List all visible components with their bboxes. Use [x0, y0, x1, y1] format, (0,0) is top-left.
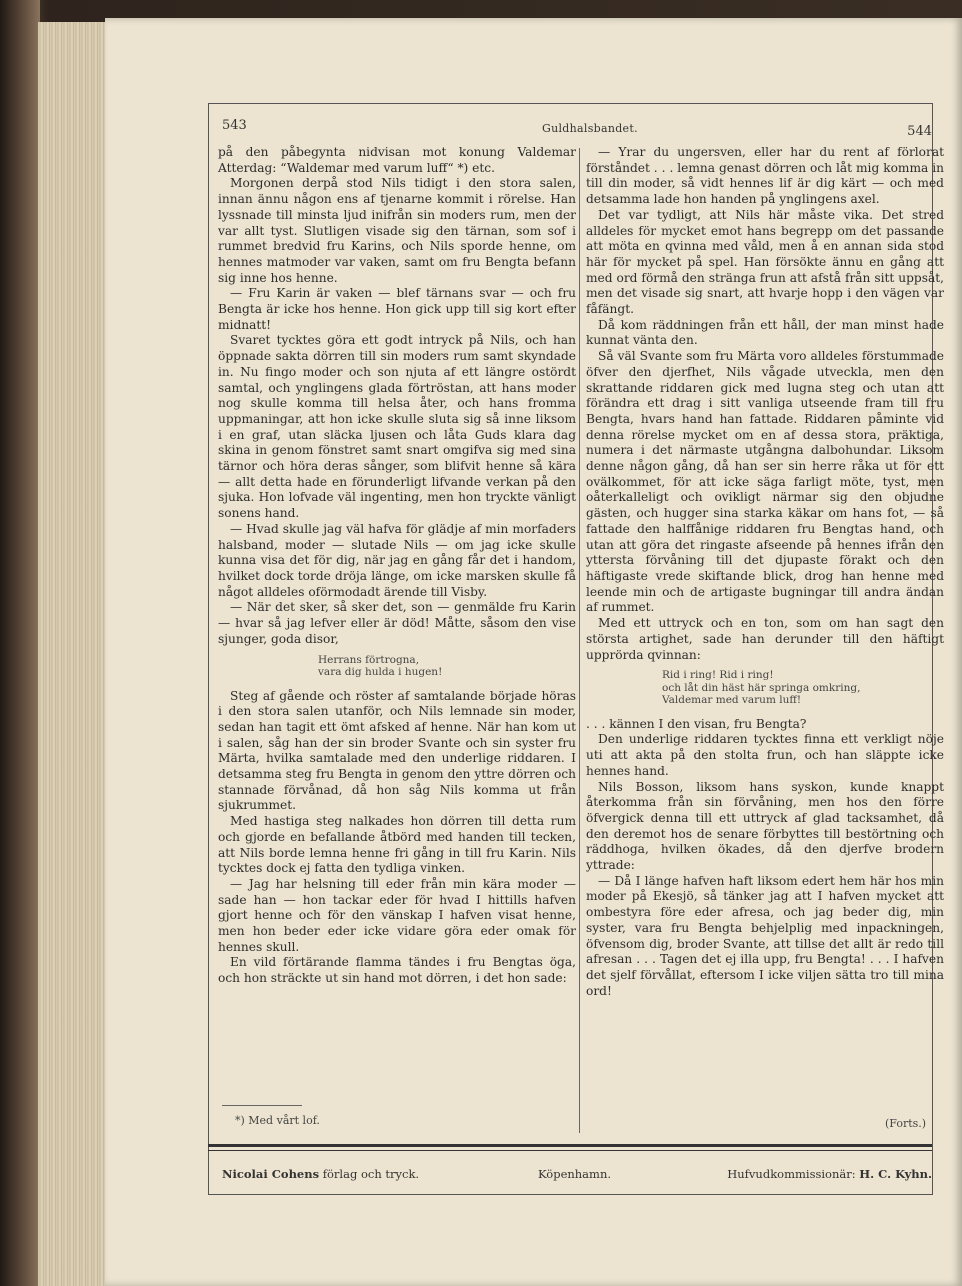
paragraph: Då kom räddningen från ett håll, der man minst hade kunnat vänta den. [586, 317, 944, 348]
paragraph: på den påbegynta nidvisan mot konung Valdemar Atterdag: “Waldemar med varum luff“ *) etc. [218, 145, 576, 175]
commission [727, 1167, 932, 1181]
verse-line: Valdemar med varum luff! [662, 694, 802, 707]
verse-line: och låt din häst här springa omkring, [662, 681, 861, 694]
verse-line: Herrans förtrogna, [318, 653, 420, 666]
imprint-footer [222, 1167, 932, 1187]
paragraph: . . . kännen I den visan, fru Bengta? [586, 716, 807, 731]
footer-rule-thick [208, 1144, 932, 1147]
publisher [222, 1167, 419, 1181]
paragraph: — Fru Karin är vaken — blef tärnans svar — och fru Bengta är icke hos henne. Hon gick upp till sig kort efter midnatt! [218, 286, 576, 332]
paragraph: — Hvad skulle jag väl hafva för glädje af min morfaders halsband, moder — slutade Nils — om jag icke skulle kunna visa det för dig, när jag en gång får det i handom, hvilket dock torde dröja länge, om icke marsken skulle få något alldeles oförmodadt ärende till Visby. [218, 521, 576, 599]
commission-name: H. C. Kyhn. [859, 1167, 932, 1181]
paragraph: Svaret tycktes göra ett godt intryck på Nils, och han öppnade sakta dörren till sin moders rum samt skyndade in. Nu fingo moder och son njuta af ett längre ostördt samtal, och ynglingens glada förtröstan, att hans moder nog skulle komma till helsa åter, och hans fromma uppmaningar, att hon icke skulle sluta sig så inne liksom i en graf, utan släcka ljusen och låta Guds klara dag skina in genom fönstret samt snart omgifva sig med sina tärnor och höra deras sånger, som blifvit henne så kära — allt detta hade en förunderligt lifvande verkan på den sjuka. Hon lofvade väl ingenting, men hon tryckte vänligt sonens hand. [218, 333, 576, 521]
page-number-left: 543 [222, 118, 247, 133]
footer-rule-thin [208, 1150, 932, 1151]
paragraph: Med hastiga steg nalkades hon dörren till detta rum och gjorde en befallande åtbörd med handen till tecken, att Nils borde lemna henne fri gång in till fru Karin. Nils tycktes dock ej fatta den tydliga vinken. [218, 814, 576, 876]
publisher-rest: förlag och tryck. [322, 1167, 420, 1181]
page-number-right: 544 [907, 124, 932, 139]
paragraph: — Jag har helsning till eder från min kära moder — sade han — hon tackar eder för hvad I hittills hafven gjort henne och för den vänskap I hafven visat henne, men hon beder eder icke vidare göra eder omak för hennes skull. [218, 876, 576, 954]
commission-label: Hufvudkommissionär: [727, 1167, 856, 1181]
paragraph: Nils Bosson, liksom hans syskon, kunde knappt återkomma från sin förvåning, men hos den förre öfvergick denna till ett uttryck af glad tacksamhet, då den deremot hos de senare förbyttes till bestörtning och räddhoga, hvilken ökades, då den djerfve brodern yttrade: [586, 779, 944, 873]
left-column [218, 145, 576, 987]
continued-label: (Forts.) [885, 1117, 927, 1130]
running-header [222, 118, 932, 140]
paragraph: — När det sker, så sker det, son — genmälde fru Karin — hvar så jag lefver eller är död! Måtte, såsom den vise sjunger, goda disor, [218, 600, 576, 646]
column-divider [579, 148, 580, 1133]
city: Köpenhamn. [538, 1167, 612, 1181]
paragraph: Med ett uttryck och en ton, som om han sagt den största artighet, sade han derunder till den häftigt upprörda qvinnan: [586, 616, 944, 662]
paragraph: Den underlige riddaren tycktes finna ett verkligt nöje uti att akta på den stolta frun, och han släppte icke hennes hand. [586, 732, 944, 778]
paragraph: — Yrar du ungersven, eller har du rent af förlorat förståndet . . . lemna genast dörren och låt mig komma in till din moder, så vidt hennes lif är dig kärt — och med detsamma lade hon handen på ynglingens axel. [586, 145, 944, 207]
running-title: Guldhalsbandet. [542, 122, 638, 135]
verse-quote [662, 669, 944, 707]
footnote: *) Med vårt lof. [235, 1114, 320, 1127]
paragraph: Det var tydligt, att Nils här måste vika. Det stred alldeles för mycket emot hans begrepp om det passande att möta en qvinna med våld, men å en annan sida stod här för mycket på spel. Han försökte ännu en gång att med ord förmå den stränga frun att afstå från sitt uppsåt, men det visade sig snart, att hvarje hopp i den vägen var fåfängt. [586, 207, 944, 317]
paragraph: — Då I länge hafven haft liksom edert hem här hos min moder på Ekesjö, så tänker jag att I hafven mycket att ombestyra före eder afresa, och jag beder dig, min syster, vara fru Bengta behjelplig med inpackningen, öfvensom dig, broder Svante, att tillse det allt är redo till afresan . . . Tagen det ej illa upp, fru Bengta! . . . I hafven det sjelf förvållat, eftersom I icke viljen sätta tro till mina ord! [586, 873, 944, 998]
publisher-name: Nicolai Cohens [222, 1167, 320, 1181]
paragraph: Morgonen derpå stod Nils tidigt i den stora salen, innan ännu någon ens af tjenarne kommit i rörelse. Han lyssnade till minsta ljud inifrån sin moders rum, men der var allt tyst. Slutligen visade sig den tärnan, som sof i rummet bredvid fru Karins, och Nils sporde henne, om hennes matmoder var vaken, samt om fru Bengta befann sig inne hos henne. [218, 176, 576, 285]
verse-line: Rid i ring! Rid i ring! [662, 669, 774, 682]
paragraph: Så väl Svante som fru Märta voro alldeles förstummade öfver den djerfhet, Nils vågade utveckla, men den skrattande riddaren gick med lugna steg och utan att förändra ett drag i sitt vanliga utseende fram till fru Bengta, hvars hand han fattade. Riddaren påminte vid denna rörelse mycket om en af dessa stora, präktiga, numera i det närmaste utgångna dalbohundar. Liksom denne någon gång, då han ser sin herre råka ut för ett ovälkommet, för att icke säga farligt möte, tyst, men oåterkalleligt och ovikligt närmar sig den objudne gästen, och hugger sina starka käkar om hans fot, — så fattade den halffånige riddaren fru Bengtas hand, och utan att göra det ringaste afseende på hennes ifrån den yttersta förvåning till det djupaste förakt och den häftigaste vrede skiftande blick, drog han henne med leende min och de artigaste bugningar till andra ändan af rummet. [586, 349, 944, 615]
verse-quote [318, 654, 576, 679]
verse-line: vara dig hulda i hugen! [318, 666, 443, 678]
footnote-divider [222, 1105, 302, 1106]
right-column [586, 145, 944, 999]
paragraph: Steg af gående och röster af samtalande började höras i den stora salen utanför, och Nils lemnade sin moder, sedan han tagit ett ömt afsked af henne. När han kom ut i salen, såg han der sin broder Svante och sin syster fru Märta, hvilka samtalade med den underlige riddaren. I detsamma steg fru Bengta in genom den yttre dörren och stannade förvånad, då hon såg Nils komma ut från sjukrummet. [218, 688, 576, 813]
book-spine [0, 0, 40, 1286]
paragraph: En vild förtärande flamma tändes i fru Bengtas öga, och hon sträckte ut sin hand mot dörren, i det hon sade: [218, 955, 576, 986]
